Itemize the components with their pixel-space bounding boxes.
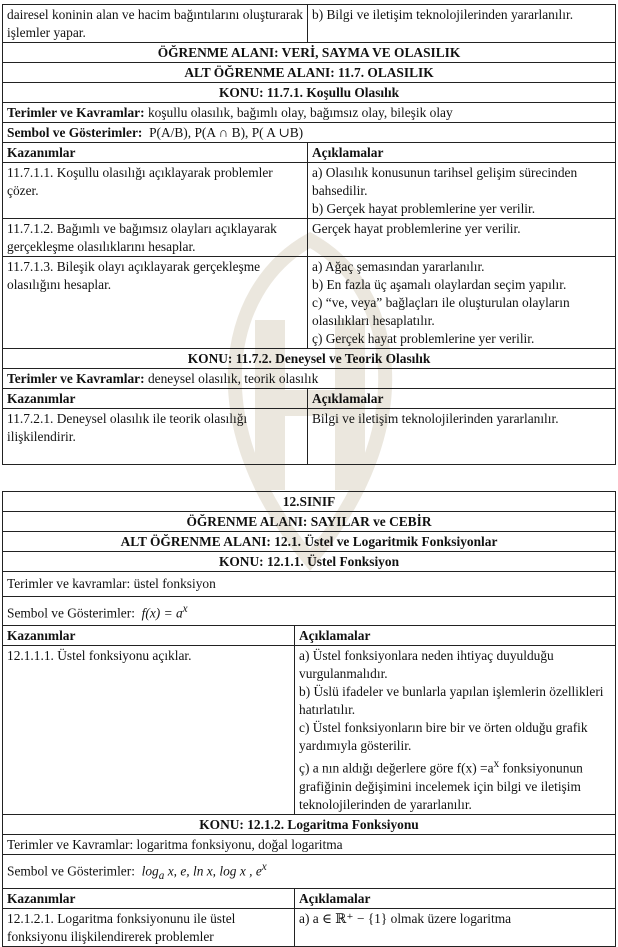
aciklama-line: b) En fazla üç aşamalı olaylardan seçim yapılır. <box>312 277 567 292</box>
learning-area-title: ÖĞRENME ALANI: SAYILAR ve CEBİR <box>3 512 616 532</box>
aciklama-exp: x <box>493 758 500 771</box>
symbols-row <box>3 854 616 888</box>
aciklama-line: a) Üstel fonksiyonlara neden ihtiyaç duyulduğu vurgulanmalıdır. <box>299 648 554 682</box>
prev-kazanim-cont: dairesel koninin alan ve hacim bağıntılarını oluşturarak işlemler yapar. <box>3 5 308 43</box>
aciklama-line <box>299 755 611 813</box>
grade12-table <box>2 491 616 947</box>
symbols-list: x, e, ln x, log x , e <box>164 863 262 879</box>
col-header-aciklamalar: Açıklamalar <box>295 889 616 909</box>
aciklama-line: a) Olasılık konusunun tarihsel gelişim sürecinden bahsedilir. <box>312 165 578 198</box>
col-header-aciklamalar: Açıklamalar <box>308 389 616 409</box>
terms-label: Terimler ve Kavramlar: <box>7 105 145 120</box>
symbols-exp: x <box>261 860 267 873</box>
aciklama-text: fonksiyonunun grafiğinin değişimini incelemek için bilgi ve iletişim teknolojilerinden de yararlanılır. <box>299 760 583 812</box>
sub-learning-area-title: ALT ÖĞRENME ALANI: 12.1. Üstel ve Logaritmik Fonksiyonlar <box>3 532 616 552</box>
kazanim-cell: 12.1.1.1. Üstel fonksiyonu açıklar. <box>3 646 295 814</box>
aciklama-line: c) “ve, veya” bağlaçları ile oluşturulan olayların olasılıkları hesaplatılır. <box>312 295 570 328</box>
topic-title: KONU: 12.1.1. Üstel Fonksiyon <box>3 552 616 572</box>
terms-text: deneysel olasılık, teorik olasılık <box>147 371 319 386</box>
symbols-row <box>3 597 616 626</box>
terms-label: Terimler ve Kavramlar: <box>7 371 145 386</box>
col-header-kazanimlar: Kazanımlar <box>3 626 295 646</box>
kazanim-cell: 11.7.1.1. Koşullu olasılığı açıklayarak problemler çözer. <box>3 163 308 219</box>
kazanim-cell: 11.7.1.2. Bağımlı ve bağımsız olayları açıklayarak gerçekleşme olasılıklarını hesaplar. <box>3 219 308 257</box>
topic-title: KONU: 11.7.1. Koşullu Olasılık <box>3 83 616 103</box>
aciklama-cell: Gerçek hayat problemlerine yer verilir. <box>308 219 616 257</box>
kazanim-cell <box>3 409 308 465</box>
aciklama-cell <box>308 257 616 349</box>
terms-row: Terimler ve kavramlar: üstel fonksiyon <box>3 572 616 597</box>
aciklama-line: b) Gerçek hayat problemlerine yer verilir. <box>312 201 536 216</box>
col-header-aciklamalar: Açıklamalar <box>308 143 616 163</box>
aciklama-cell <box>295 646 616 814</box>
col-header-kazanimlar: Kazanımlar <box>3 889 295 909</box>
terms-row <box>3 369 616 389</box>
kazanim-text: 11.7.2.1. Deneysel olasılık ile teorik olasılığı ilişkilendirir. <box>7 411 248 444</box>
prev-aciklama-cont: b) Bilgi ve iletişim teknolojilerinden yararlanılır. <box>308 5 616 43</box>
terms-row <box>3 103 616 123</box>
col-header-kazanimlar: Kazanımlar <box>3 143 308 163</box>
symbols-label: Sembol ve Gösterimler: <box>7 863 135 879</box>
symbols-row <box>3 123 616 143</box>
terms-row: Terimler ve Kavramlar: logaritma fonksiyonu, doğal logaritma <box>3 834 616 854</box>
symbols-label: Sembol ve Gösterimler: <box>7 125 143 140</box>
symbols-label: Sembol ve Gösterimler: <box>7 605 135 621</box>
learning-area-title: ÖĞRENME ALANI: VERİ, SAYMA VE OLASILIK <box>3 43 616 63</box>
col-header-kazanimlar: Kazanımlar <box>3 389 308 409</box>
aciklama-line: ç) Gerçek hayat problemlerine yer verilir. <box>312 331 535 346</box>
aciklama-cell: Bilgi ve iletişim teknolojilerinden yararlanılır. <box>308 409 616 465</box>
aciklama-cell <box>308 163 616 219</box>
col-header-aciklamalar: Açıklamalar <box>295 626 616 646</box>
aciklama-line: b) Üslü ifadeler ve bunlarla yapılan işlemlerin özellikleri hatırlatılır. <box>299 684 604 718</box>
symbols-text: P(A/B), P(A ∩ B), P( A ∪B) <box>149 125 304 140</box>
symbols-formula-exp: x <box>182 603 188 615</box>
grade11-table <box>2 4 616 465</box>
kazanim-cell: 12.1.2.1. Logaritma fonksiyonunu ile üstel fonksiyonu ilişkilendirerek problemler <box>3 909 295 947</box>
sub-learning-area-title: ALT ÖĞRENME ALANI: 11.7. OLASILIK <box>3 63 616 83</box>
symbols-formula: f(x) = a <box>141 605 183 621</box>
kazanim-cell: 11.7.1.3. Bileşik olayı açıklayarak gerçekleşme olasılığını hesaplar. <box>3 257 308 349</box>
symbols-log-base: a <box>158 870 165 883</box>
terms-text: koşullu olasılık, bağımlı olay, bağımsız olay, bileşik olay <box>147 105 453 120</box>
aciklama-line: a) Ağaç şemasından yararlanılır. <box>312 259 485 274</box>
aciklama-cell: a) a ∈ ℝ⁺ − {1} olmak üzere logaritma <box>295 909 616 947</box>
topic-title: KONU: 11.7.2. Deneysel ve Teorik Olasılık <box>3 349 616 369</box>
topic-title: KONU: 12.1.2. Logaritma Fonksiyonu <box>3 814 616 834</box>
aciklama-line: c) Üstel fonksiyonların bire bir ve örten olduğu grafik yardımıyla gösterilir. <box>299 720 588 754</box>
grade-title: 12.SINIF <box>3 492 616 512</box>
aciklama-text: ç) a nın aldığı değerlere göre f(x) =a <box>299 760 494 776</box>
symbols-log: log <box>141 863 159 879</box>
